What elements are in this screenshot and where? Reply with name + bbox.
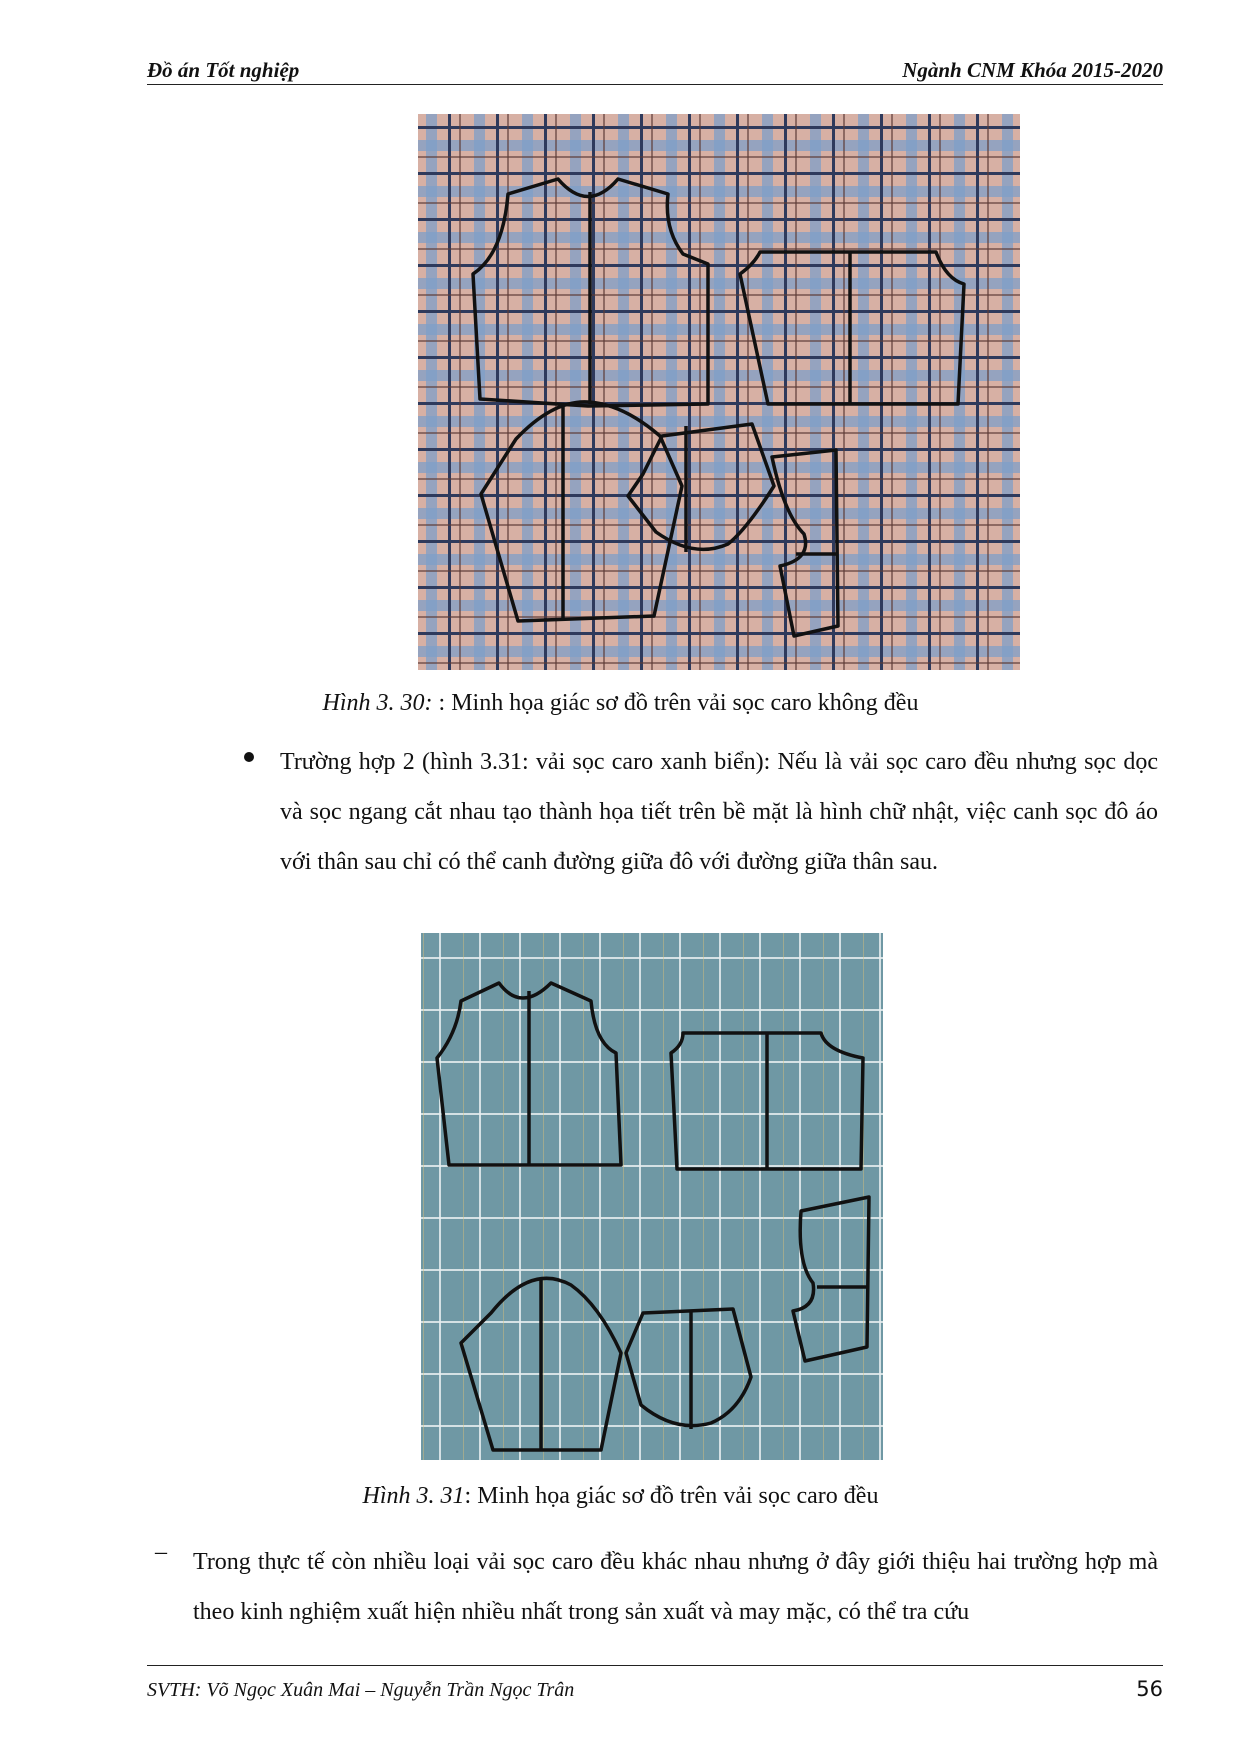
- footer-rule: [147, 1665, 1163, 1666]
- figure1-text: : Minh họa giác sơ đồ trên vải sọc caro không đều: [432, 690, 919, 716]
- blue-plaid-background: [421, 933, 883, 1460]
- case2-paragraph: Trường hợp 2 (hình 3.31: vải sọc caro xanh biển): Nếu là vải sọc caro đều nhưng sọc dọc và sọc ngang cắt nhau tạo thành họa tiết trên bề mặt là hình chữ nhật, việc canh sọc đô áo với thân sau chỉ có thể canh đường giữa đô với đường giữa thân sau.: [280, 749, 1158, 875]
- figure2-caption: [0, 1483, 1241, 1510]
- page-footer: [147, 1665, 1163, 1705]
- dash-marker: –: [155, 1539, 167, 1565]
- figure2-text: : Minh họa giác sơ đồ trên vải sọc caro đều: [464, 1483, 879, 1509]
- closing-paragraph: Trong thực tế còn nhiều loại vải sọc caro đều khác nhau nhưng ở đây giới thiệu hai trường hợp mà theo kinh nghiệm xuất hiện nhiều nhất trong sản xuất và may mặc, có thể tra cứu: [193, 1549, 1158, 1625]
- header-title: Đồ án Tốt nghiệp: [147, 58, 300, 82]
- figure2-label: Hình 3. 31: [362, 1483, 465, 1509]
- header-program: Ngành CNM Khóa 2015-2020: [902, 58, 1163, 82]
- page-number: 56: [1136, 1677, 1163, 1701]
- blue-plaid-fabric-image: [421, 933, 883, 1460]
- plaid-fabric-image: [418, 114, 1020, 670]
- figure-irregular-plaid: [418, 114, 1020, 670]
- figure1-label: Hình 3. 30:: [322, 690, 433, 716]
- footer-author: SVTH: Võ Ngọc Xuân Mai – Nguyễn Trần Ngọc Trân: [147, 1679, 575, 1701]
- figure1-caption: [0, 690, 1241, 717]
- bullet-dot: [244, 752, 254, 762]
- figure-regular-plaid: [421, 933, 883, 1460]
- header-rule: [147, 84, 1163, 85]
- page-header: [147, 56, 1163, 86]
